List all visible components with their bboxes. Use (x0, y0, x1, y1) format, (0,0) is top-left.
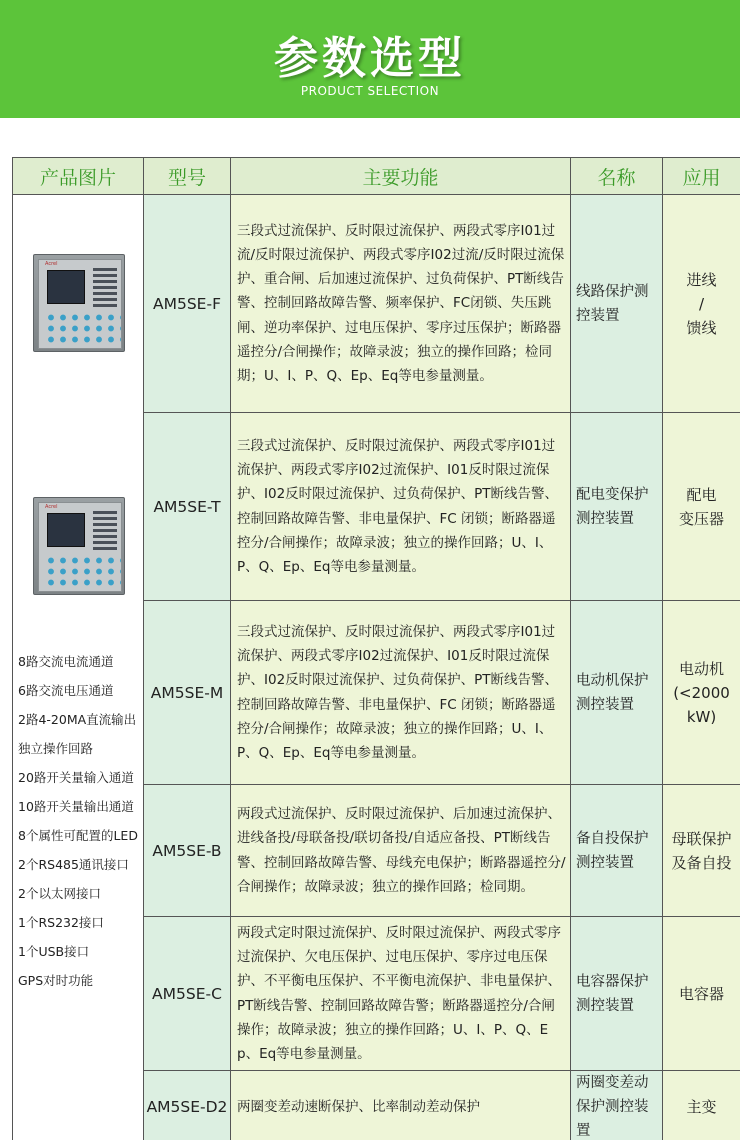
header-main-function: 主要功能 (231, 158, 571, 195)
feature-item: 1个RS232接口 (18, 915, 104, 930)
function-cell: 两段式定时限过流保护、反时限过流保护、两段式零序过流保护、欠电压保护、过电压保护、零序过电压保护、不平衡电压保护、不平衡电流保护、非电量保护、PT断线告警、控制回路故障告警；断路器遥控分/合闸操作；故障录波；独立的操作回路；U、I、P、Q、Ep、Eq等电参量测量。 (231, 917, 571, 1071)
application-line: 及备自投 (671, 853, 732, 872)
selection-table-wrapper (12, 157, 740, 1140)
header-name: 名称 (571, 158, 663, 195)
function-cell: 三段式过流保护、反时限过流保护、两段式零序I01过流保护、两段式零序I02过流保护、I01反时限过流保护、I02反时限过流保护、过负荷保护、PT断线告警、控制回路故障告警、非电量保护、FC 闭锁；断路器遥控分/合闸操作；故障录波；独立的操作回路；U、I、P、Q、Ep、Eq等电参量测量。 (231, 601, 571, 785)
feature-item: 8个属性可配置的LED (18, 828, 138, 843)
feature-item: 6路交流电压通道 (18, 683, 114, 698)
application-cell (663, 1071, 740, 1140)
feature-item: 独立操作回路 (18, 741, 94, 756)
model-cell: AM5SE-C (144, 917, 231, 1071)
application-cell (663, 601, 740, 785)
page-title: 参数选型 (274, 33, 466, 84)
name-cell: 两圈变差动保护测控装置 (571, 1071, 663, 1140)
model-cell: AM5SE-D2 (144, 1071, 231, 1140)
table-row (13, 413, 740, 601)
feature-item: 2个RS485通讯接口 (18, 857, 129, 872)
page-subtitle: PRODUCT SELECTION (300, 84, 440, 98)
application-line: 电容器 (678, 984, 724, 1003)
name-cell: 电容器保护测控装置 (571, 917, 663, 1071)
header-application: 应用 (663, 158, 740, 195)
model-cell: AM5SE-B (144, 785, 231, 917)
application-line: 电动机 (678, 659, 724, 678)
device-image: Acrel (33, 497, 125, 595)
feature-item: 2路4-20MA直流输出 (18, 712, 137, 727)
feature-item: 8路交流电流通道 (18, 654, 114, 669)
table-header-row (13, 158, 740, 195)
model-cell: AM5SE-F (144, 195, 231, 413)
model-cell: AM5SE-T (144, 413, 231, 601)
application-line: 主变 (686, 1098, 717, 1116)
application-cell (663, 917, 740, 1071)
selection-table (12, 157, 740, 1140)
name-cell: 配电变保护测控装置 (571, 413, 663, 601)
application-cell (663, 413, 740, 601)
application-cell (663, 195, 740, 413)
table-row (13, 195, 740, 413)
feature-item: 20路开关量输入通道 (18, 770, 134, 785)
application-line: 进线 (686, 270, 717, 289)
product-features-cell (13, 413, 144, 1140)
application-line: 馈线 (686, 318, 717, 337)
feature-list (18, 647, 153, 995)
feature-item: 10路开关量输出通道 (18, 799, 134, 814)
application-line: / (698, 294, 705, 313)
model-cell: AM5SE-M (144, 601, 231, 785)
header-banner (0, 0, 740, 118)
header-product-image: 产品图片 (13, 158, 144, 195)
function-cell: 三段式过流保护、反时限过流保护、两段式零序I01过流/反时限过流保护、两段式零序I02过流/反时限过流保护、重合闸、后加速过流保护、过负荷保护、PT断线告警、控制回路故障告警、频率保护、FC闭锁、失压跳闸、逆功率保护、过电压保护、零序过压保护；断路器遥控分/合闸操作；故障录波；独立的操作回路；检同期；U、I、P、Q、Ep、Eq等电参量测量。 (231, 195, 571, 413)
function-cell: 两圈变差动速断保护、比率制动差动保护 (231, 1071, 571, 1140)
function-cell: 三段式过流保护、反时限过流保护、两段式零序I01过流保护、两段式零序I02过流保护、I01反时限过流保护、I02反时限过流保护、过负荷保护、PT断线告警、控制回路故障告警、非电量保护、FC 闭锁；断路器遥控分/合闸操作；故障录波；独立的操作回路；U、I、P、Q、Ep、Eq等电参量测量。 (231, 413, 571, 601)
application-line: 母联保护 (671, 829, 732, 848)
application-cell (663, 785, 740, 917)
application-line: 变压器 (678, 509, 724, 528)
feature-item: 2个以太网接口 (18, 886, 101, 901)
feature-item: 1个USB接口 (18, 944, 90, 959)
product-image-cell (13, 195, 144, 413)
application-line: 配电 (686, 485, 717, 504)
name-cell: 电动机保护测控装置 (571, 601, 663, 785)
header-model: 型号 (144, 158, 231, 195)
name-cell: 线路保护测控装置 (571, 195, 663, 413)
device-image: Acrel (33, 254, 125, 352)
application-line: (<2000 (673, 683, 730, 702)
function-cell: 两段式过流保护、反时限过流保护、后加速过流保护、进线备投/母联备投/联切备投/自适应备投、PT断线告警、控制回路故障告警、母线充电保护；断路器遥控分/合闸操作；故障录波；独立的操作回路；检同期。 (231, 785, 571, 917)
name-cell: 备自投保护测控装置 (571, 785, 663, 917)
application-line: kW) (686, 707, 717, 726)
feature-item: GPS对时功能 (18, 973, 94, 988)
